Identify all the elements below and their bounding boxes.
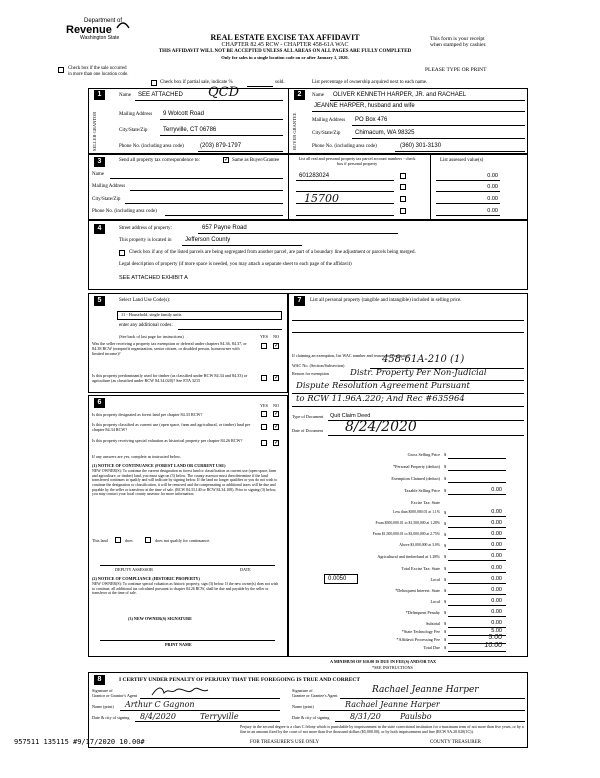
corr-phone-line [165,215,283,216]
notice1-title: (1) NOTICE OF CONTINUANCE (FOREST LAND OR CURRENT USE) [92,463,226,468]
local-rate: 0.0050 [328,576,347,582]
tax-line-label: Gross Selling Price [407,452,440,457]
grantee-sig-line [340,698,525,699]
legal-description-label: Legal description of property (if more space is needed, you may attach a separate sheet to each page of the affidavit) [119,262,352,267]
dept-small: Department of [84,18,123,24]
section6-no: NO [273,403,280,408]
parcel-personal-checkbox-1[interactable] [400,173,406,179]
grantor-name: Arthur C Gagnon [125,700,195,709]
treasurer-use-label: FOR TREASURER'S USE ONLY [250,740,320,745]
parcel-list-header: List all real and personal property tax parcel account numbers - check box if personal property [298,156,416,167]
tax-line-amount: 0.00 [491,553,502,559]
partial-sale-label: Check box if partial sale, indicate % [160,80,233,85]
tax-line-rule [448,549,506,550]
additional-codes-line [178,329,282,330]
s6-q2-no-checkbox[interactable]: ✓ [274,424,280,430]
tax-line-rule [448,605,506,606]
s5-q1-yes-checkbox[interactable] [261,343,267,349]
tax-line-label: Above $3,000,000 at 3.0% [399,543,440,547]
section-1-2-divider [288,88,289,154]
corr-mailing-label: Mailing Address [92,184,126,189]
buyer-city: Chimacum, WA 98325 [355,130,415,136]
ownership-note: List percentage of ownership acquired next to each name. [312,80,428,85]
seller-side-label: SELLER GRANTOR [92,111,97,151]
does-not-label: does not qualify for continuance. [155,538,211,543]
parcel-value-1: 0.00 [487,173,498,179]
county-treasurer-label: COUNTY TREASURER [430,740,481,745]
s6-q2-yes-checkbox[interactable] [261,424,267,430]
segregated-label: Check box if any of the listed parcels are being segregated from another parcel, are part of a boundary line adjustment or parcels being merged. [129,250,416,255]
dollar-sign: $ [444,521,447,526]
corr-city-line [125,203,283,204]
notice1-body: NEW OWNER(S): To continue the current designation as forest land or classification as current use (open space, farm and agriculture, or timber) land, you must sign on (3) below. The county assessor must then determine if the land transferred continues to qualify and will indicate by signing below. If the land no longer qualifies or you do not wish to continue the designation or classification, it will be removed and the compensating or additional taxes will be due and payable by the seller or transferor at the time of sale. (RCW 84.33.140 or RCW 84.34.108). Prior to signing (3) below, you may contact your local county assessor for more information. [92,469,278,497]
section5-q1: Was the seller receiving a property tax exemption or deferral under chapters 84.36, 84.37, or 84.38 RCW (nonprofit organization, senior citizen, or disabled person, homeowner with limited income)? [92,341,247,357]
grantee-sig-label-1: Signature of [292,688,313,693]
seller-city-label: City/State/Zip [119,128,148,133]
tax-line-label: Local [430,577,440,582]
grantor-name-line [120,710,280,711]
tax-line-amount: 0.00 [491,531,502,537]
grantor-date-label: Date & city of signing [92,715,130,720]
assessed-header: List assessed value(s) [440,158,484,163]
section-1-number: 1 [94,90,105,100]
reason-label: Reason for exemption [292,371,329,376]
tax-line-amount: 0.00 [491,520,502,526]
notice2-body: NEW OWNER(S): To continue special valuation as historic property, sign (3) below. If the new owner(s) does not wish to continue, all additional tax calculated pursuant to chapter 84.26 RCW, shall be due and payable by the seller or transferor at the time of sale. [92,582,279,596]
seller-mailing-label: Mailing Address [119,112,153,117]
form-warning: THIS AFFIDAVIT WILL NOT BE ACCEPTED UNLESS ALL AREAS ON ALL PAGES ARE FULLY COMPLETED [158,49,412,55]
grantee-name-label: Name (print) [292,704,314,709]
seller-name-label: Name [119,93,131,98]
s5-q2-yes-checkbox[interactable] [261,375,267,381]
section-2-number: 2 [294,90,305,100]
print-name-label: PRINT NAME [165,642,192,647]
corr-mailing-line [130,190,283,191]
section6-q1: Is this property designated as forest land per chapter 84.33 RCW? [92,412,203,417]
print-name-line [100,640,275,641]
partial-sale-checkbox[interactable] [151,80,157,86]
tax-line-rule [448,516,506,517]
form-only-use: Only for sales in a single location code on or after January 1, 2020. [221,54,349,60]
tax-line-amount: 0.00 [491,509,502,515]
seller-city-line [160,135,283,136]
grantor-sig-label-2: Grantor or Grantor's Agent [92,693,138,698]
s5-q1-no-checkbox[interactable]: ✓ [274,343,280,349]
deputy-line [100,565,275,566]
section5-q2: Is this property predominantly used for timber (as classified under RCW 84.34 and 84.33) or agriculture (as classified under RCW 84.34.020)? See ETA 3215 [92,373,248,384]
dollar-sign: $ [444,577,447,582]
multi-location-label-2: in more than one location code. [68,71,129,77]
grantee-signature: Rachael Jeanne Harper [372,685,479,695]
land-use-select[interactable] [117,311,282,320]
dollar-sign: $ [444,588,447,593]
type-or-print: PLEASE TYPE OR PRINT [425,67,487,73]
parcel-line-1 [296,180,394,181]
s6-q3-yes-checkbox[interactable] [261,440,267,446]
receipt-note [430,36,487,49]
corr-phone-label: Phone No. (including area code) [92,209,157,214]
section-7-number: 7 [294,296,305,306]
buyer-mailing-line [352,125,525,126]
correspondence-label: Send all property tax correspondence to: [119,158,200,163]
tax-line-amount: 0.00 [491,487,502,493]
located-label: This property is located in [119,238,172,243]
seller-city: Terryville, CT 06786 [163,127,217,133]
seller-phone: (203) 879-1797 [200,143,242,149]
tax-line-label: *Personal Property (deduct) [393,464,440,469]
dollar-sign: $ [444,452,447,457]
buyer-name-line-1 [330,100,525,101]
section-6-number: 6 [94,398,105,408]
value-line-3 [436,203,500,204]
county-line [182,245,302,246]
multi-location-checkbox[interactable] [58,67,64,73]
grantee-sig-label-2: Grantee or Grantee's Agent [292,693,338,698]
section6-if-yes: If any answers are yes, complete as instructed below. [92,454,181,459]
grantor-date-line [135,721,280,722]
grantee-date-line [335,721,525,722]
corr-name-line [110,178,283,179]
buyer-city-label: City/State/Zip [312,131,341,136]
land-use-label: Select Land Use Code(s): [119,298,171,303]
see-instructions: *SEE INSTRUCTIONS [372,665,413,670]
wac-value: 458-61A-210 (1) [382,354,465,365]
street-address: 657 Payne Road [202,225,247,231]
tax-line-label: Total Due [423,645,440,650]
dollar-sign: $ [444,621,447,626]
land-use-code: 11 - Household, single family units [121,312,182,317]
dollar-sign: $ [444,464,447,469]
tax-line-amount: 0.00 [491,620,502,626]
grantor-sig-label-1: Signature of [92,688,113,693]
value-line-2 [436,191,500,192]
tax-line-label: *State Technology Fee [401,629,440,634]
perjury-note-2: fine in an amount fixed by the court of not more than five thousand dollars ($5,000.00), or by both imprisonment and fine (RCW 9A.20.020(1C)). [240,728,474,734]
grantor-city: Terryville [200,712,239,721]
date-label: DATE [240,567,251,572]
parcel-value-3: 0.00 [487,196,498,202]
receipt-note-1: This form is your receipt [430,36,485,42]
parcel-col-divider [430,154,431,220]
certify-statement: I CERTIFY UNDER PENALTY OF PERJURY THAT THE FOREGOING IS TRUE AND CORRECT [119,677,361,683]
type-of-document-label: Type of Document [292,414,324,419]
tax-line-amount: 0.00 [491,576,502,582]
tax-line-label: From $500,000.01 to $1,500,000 at 1.28% [375,521,440,525]
county: Jefferson County [185,237,231,243]
grantor-date: 8/4/2020 [140,712,176,721]
parcel-line-3 [296,203,394,204]
section-4-number: 4 [94,224,105,234]
date-of-document-line [328,435,524,436]
tax-line-amount: 5.00 [491,628,502,634]
tax-line-label: Less than $500,000.01 at 1.1% [393,510,440,514]
tax-line-label: Total Excise Tax: State [401,566,440,571]
buyer-mailing: PO Box 476 [355,117,388,123]
tax-line-rule [448,594,506,595]
tax-line-amount: 10.00 [484,642,502,649]
tax-line-rule [448,538,506,539]
multi-location-label-1: Check box if the sale occurred [68,66,127,71]
grantee-date-label: Date & city of signing [292,715,330,720]
minimum-note: A MINIMUM OF $10.00 IS DUE IN FEE(S) AND/OR TAX [330,659,437,664]
parcel-personal-checkbox-3[interactable] [400,196,406,202]
section-3-divider [288,154,289,220]
section-8-number: 8 [94,675,105,685]
value-line-4 [436,215,500,216]
tax-line-rule [448,470,506,471]
seller-name: SEE ATTACHED [138,92,183,98]
dollar-sign: $ [444,510,447,515]
perjury-note-1: Perjury in the second degree is a class C felony which is punishable by imprisonment in the state correctional institution for a maximum term of not more than five years, or by a [240,724,524,729]
multi-location-label [68,66,128,77]
section5-no: NO [273,334,280,339]
partial-sale-line [247,86,273,87]
sig3-label: (3) NEW OWNER(S) SIGNATURE [128,616,192,621]
grantee-name-line [320,710,525,711]
street-address-label: Street address of property: [119,226,172,231]
dollar-sign: $ [444,610,447,615]
additional-codes-label: enter any additional codes: [119,323,173,328]
exemption-note: If claiming an exemption, list WAC number and reason for exemption: [292,353,411,358]
reason-underline-3 [292,406,524,407]
receipt-stamp: 957511 135115 #9/17/2020 10.00# [14,738,145,746]
segregated-checkbox[interactable] [119,250,125,256]
personal-property-label: List all personal property (tangible and intangible) included in selling price. [310,298,462,303]
reason-line-3: to RCW 11.96A.220; And Rec #635964 [296,394,465,404]
dept-name: Revenue [66,23,112,36]
buyer-city-line [352,138,525,139]
personal-property-line-2 [292,332,524,333]
tax-line-amount: 0.00 [491,609,502,615]
tax-line-label: Local [430,599,440,604]
tax-line-rule [448,458,506,459]
tax-line-rule [448,583,506,584]
deputy-label: DEPUTY ASSESSOR [115,567,153,572]
dollar-sign: $ [444,599,447,604]
date-of-document: 8/24/2020 [345,419,417,435]
receipt-note-2: when stamped by cashier. [430,42,487,49]
section-5-number: 5 [94,296,105,306]
buyer-side-label: BUYER GRANTEE [292,112,297,150]
tax-line-rule [448,616,506,617]
seller-name-hand: QCD [208,85,240,100]
form-title: REAL ESTATE EXCISE TAX AFFIDAVIT [210,33,360,42]
corr-name-label: Name [92,172,104,177]
reason-underline-2 [292,393,524,394]
grantor-name-label: Name (print) [92,704,114,709]
s6-q1-yes-checkbox[interactable] [261,411,267,417]
section6-q3: Is this property receiving special valuation as historical property per chapter 84.26 RCW? [92,438,243,443]
tax-line-rule [448,572,506,573]
form-subtitle: CHAPTER 82.45 RCW - CHAPTER 458-61A WAC [221,42,349,49]
parcel-acct-3: 15700 [304,192,339,205]
reason-underline-1 [340,380,524,381]
seller-phone-label: Phone No. (including area code) [119,144,184,149]
does-label: does [125,538,133,543]
section-3-number: 3 [94,157,105,167]
s6-q1-no-checkbox[interactable]: ✓ [274,411,280,417]
land-does-checkbox[interactable] [115,537,121,543]
seller-mailing: 9 Wolcott Road [163,111,204,117]
buyer-mailing-label: Mailing Address [312,118,346,123]
dollar-sign: $ [444,543,447,548]
tax-line-amount: 5.00 [488,634,502,641]
grantor-sig-line [140,698,280,699]
dollar-sign: $ [444,645,447,650]
dollar-sign: $ [444,532,447,537]
grantee-name: Rachael Jeanne Harper [345,700,440,709]
dollar-sign: $ [444,629,447,634]
tax-line-label: Excise Tax: State [411,500,440,505]
tax-line-rule [448,482,506,483]
land-does-not-checkbox[interactable] [145,537,151,543]
same-as-buyer-checkbox[interactable]: ✓ [224,157,230,163]
tax-line-amount: 0.00 [491,542,502,548]
tax-line-amount: 0.00 [491,565,502,571]
buyer-name-2: JEANNE HARPER, husband and wife [314,103,415,109]
dollar-sign: $ [444,554,447,559]
s6-q3-no-checkbox[interactable]: ✓ [274,440,280,446]
dollar-sign: $ [444,637,447,642]
reason-line-1: Distr. Property Per Non-Judicial [350,368,487,378]
tax-line-rule [448,494,506,495]
tax-line-label: Subtotal [426,621,440,626]
seller-name-line [135,100,283,101]
dollar-sign: $ [444,488,447,493]
grantor-signature [150,684,210,698]
same-as-buyer-label: Same as Buyer/Grantee [232,158,280,163]
sold-label: sold. [275,80,285,85]
tax-line-label: From $1,500,000.01 to $3,000,000 at 2.75% [372,532,440,536]
buyer-name-line-2 [312,111,525,112]
dollar-sign: $ [444,566,447,571]
s5-q2-no-checkbox[interactable]: ✓ [274,375,280,381]
tax-line-rule [448,560,506,561]
value-line-1 [436,180,500,181]
perjury-note [240,725,525,734]
tax-line-amount: 0.00 [491,587,502,593]
tax-line-label: Agricultural and timberland at 1.28% [377,554,440,559]
notice2-title: (2) NOTICE OF COMPLIANCE (HISTORIC PROPERTY) [92,576,200,581]
legal-exhibit: SEE ATTACHED EXHIBIT A [119,275,188,281]
reason-line-2: Dispute Resolution Agreement Pursuant [296,381,470,391]
buyer-name-1: OLIVER KENNETH HARPER, JR. and RACHAEL [333,92,467,98]
parcel-personal-checkbox-2[interactable] [400,184,406,190]
parcel-acct-1: 601283024 [299,173,330,179]
buyer-phone-label: Phone No. (including area code) [312,144,377,149]
wac-label: WAC No. (Section/Subsection) [292,363,345,368]
tax-line-label: *Delinquent Penalty [405,610,440,615]
buyer-phone: (360) 301-3130 [400,143,442,149]
street-address-line [198,233,398,234]
dor-logo [66,18,132,46]
date-of-document-label: Date of Document [292,428,323,433]
personal-property-line [292,320,524,321]
corr-city-label: City/State/Zip [92,197,121,202]
tax-line-rule [448,527,506,528]
tax-line-label: Taxable Selling Price [404,488,440,493]
section6-q2: Is this property classified as current use (open space, farm and agricultural, or timber) land per chapter 84.34 RCW? [92,422,251,433]
parcel-line-4 [296,215,394,216]
tax-line-label: Exemption Claimed (deduct) [391,476,440,481]
grantee-city: Paulsbo [400,712,432,721]
see-back-note: (See back of last page for instructions) [119,334,184,339]
form-title-block [150,33,420,60]
tax-line-label: *Affidavit Processing Fee [396,637,440,642]
tax-line-label: *Delinquent Interest: State [395,588,440,593]
parcel-value-4: 0.00 [487,208,498,214]
logo-mark-icon [116,18,130,30]
section6-yes: YES [260,403,268,408]
buyer-name-label: Name [312,93,324,98]
parcel-value-2: 0.00 [487,184,498,190]
section5-yes: YES [260,334,268,339]
tax-line-amount: 0.00 [491,598,502,604]
parcel-personal-checkbox-4[interactable] [400,208,406,214]
this-land-label: This land [92,538,108,543]
dollar-sign: $ [444,476,447,481]
dept-state: Washington State [80,34,120,41]
buyer-phone-line [395,151,525,152]
seller-mailing-line [160,119,283,120]
grantee-date: 8/31/20 [350,712,381,721]
seller-phone-line [198,151,283,152]
type-of-document: Quit Claim Deed [330,413,371,419]
tax-line-rule [448,651,506,652]
